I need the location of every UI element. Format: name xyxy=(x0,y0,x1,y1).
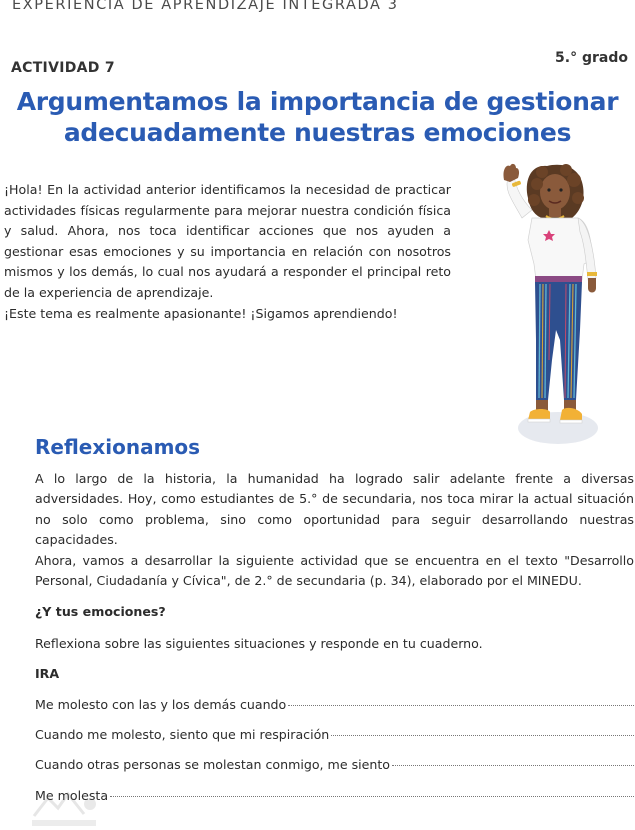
dotted-answer-line xyxy=(110,796,634,797)
reflect-paragraph-2: Ahora, vamos a desarrollar la siguiente actividad que se encuentra en el texto "Desarrollo Personal, Ciudadanía y Cívica", de 2.° de secundaria (p. 34), elaborado por el MINEDU. xyxy=(35,552,634,589)
title-line-1: Argumentamos la importancia de gestionar xyxy=(16,87,619,116)
intro-paragraph: ¡Hola! En la actividad anterior identificamos la necesidad de practicar actividades físicas regularmente para mejorar nuestra condición física y salud. Ahora, nos toca identificar acciones que nos ayuden a gestionar esas emociones y su importancia en relación con nosotros mismos y los demás, lo cual nos ayudará a responder el principal reto de la experiencia de aprendizaje. xyxy=(4,182,451,300)
title-line-2: adecuadamente nuestras emociones xyxy=(63,118,572,147)
intro-text xyxy=(4,180,451,324)
prompt-text: Cuando me molesto, siento que mi respiración xyxy=(35,727,330,743)
instruction-text: Reflexiona sobre las siguientes situaciones y responde en tu cuaderno. xyxy=(35,635,483,651)
answer-line[interactable] xyxy=(35,786,634,806)
prompt-text: Me molesto con las y los demás cuando xyxy=(35,696,287,712)
question-heading: ¿Y tus emociones? xyxy=(35,604,166,620)
dotted-answer-line xyxy=(288,705,634,706)
answer-line[interactable] xyxy=(35,695,634,715)
series-header: EXPERIENCIA DE APRENDIZAJE INTEGRADA 3 xyxy=(12,0,399,13)
student-illustration xyxy=(492,160,610,460)
section-heading: Reflexionamos xyxy=(35,435,201,459)
answer-line[interactable] xyxy=(35,725,634,745)
reflect-paragraph-1: A lo largo de la historia, la humanidad ha logrado salir adelante frente a diversas adversidades. Hoy, como estudiantes de 5.° de secundaria, nos toca mirar la actual situación no solo como problema, sino como oportunidad para seguir desarrollando nuestras capacidades. xyxy=(35,471,634,548)
page-title xyxy=(0,86,635,148)
grade-label: 5.° grado xyxy=(555,50,628,66)
answer-line[interactable] xyxy=(35,755,634,775)
reflect-body xyxy=(35,469,634,806)
intro-closing: ¡Este tema es realmente apasionante! ¡Sigamos aprendiendo! xyxy=(4,305,398,321)
prompt-text: Cuando otras personas se molestan conmigo, me siento xyxy=(35,757,390,773)
emotion-label: IRA xyxy=(35,666,60,682)
dotted-answer-line xyxy=(392,765,634,766)
watermark-icon xyxy=(28,786,108,830)
prompt-text: Me molesta xyxy=(35,787,109,803)
activity-label: ACTIVIDAD 7 xyxy=(11,60,115,76)
dotted-answer-line xyxy=(331,735,634,736)
